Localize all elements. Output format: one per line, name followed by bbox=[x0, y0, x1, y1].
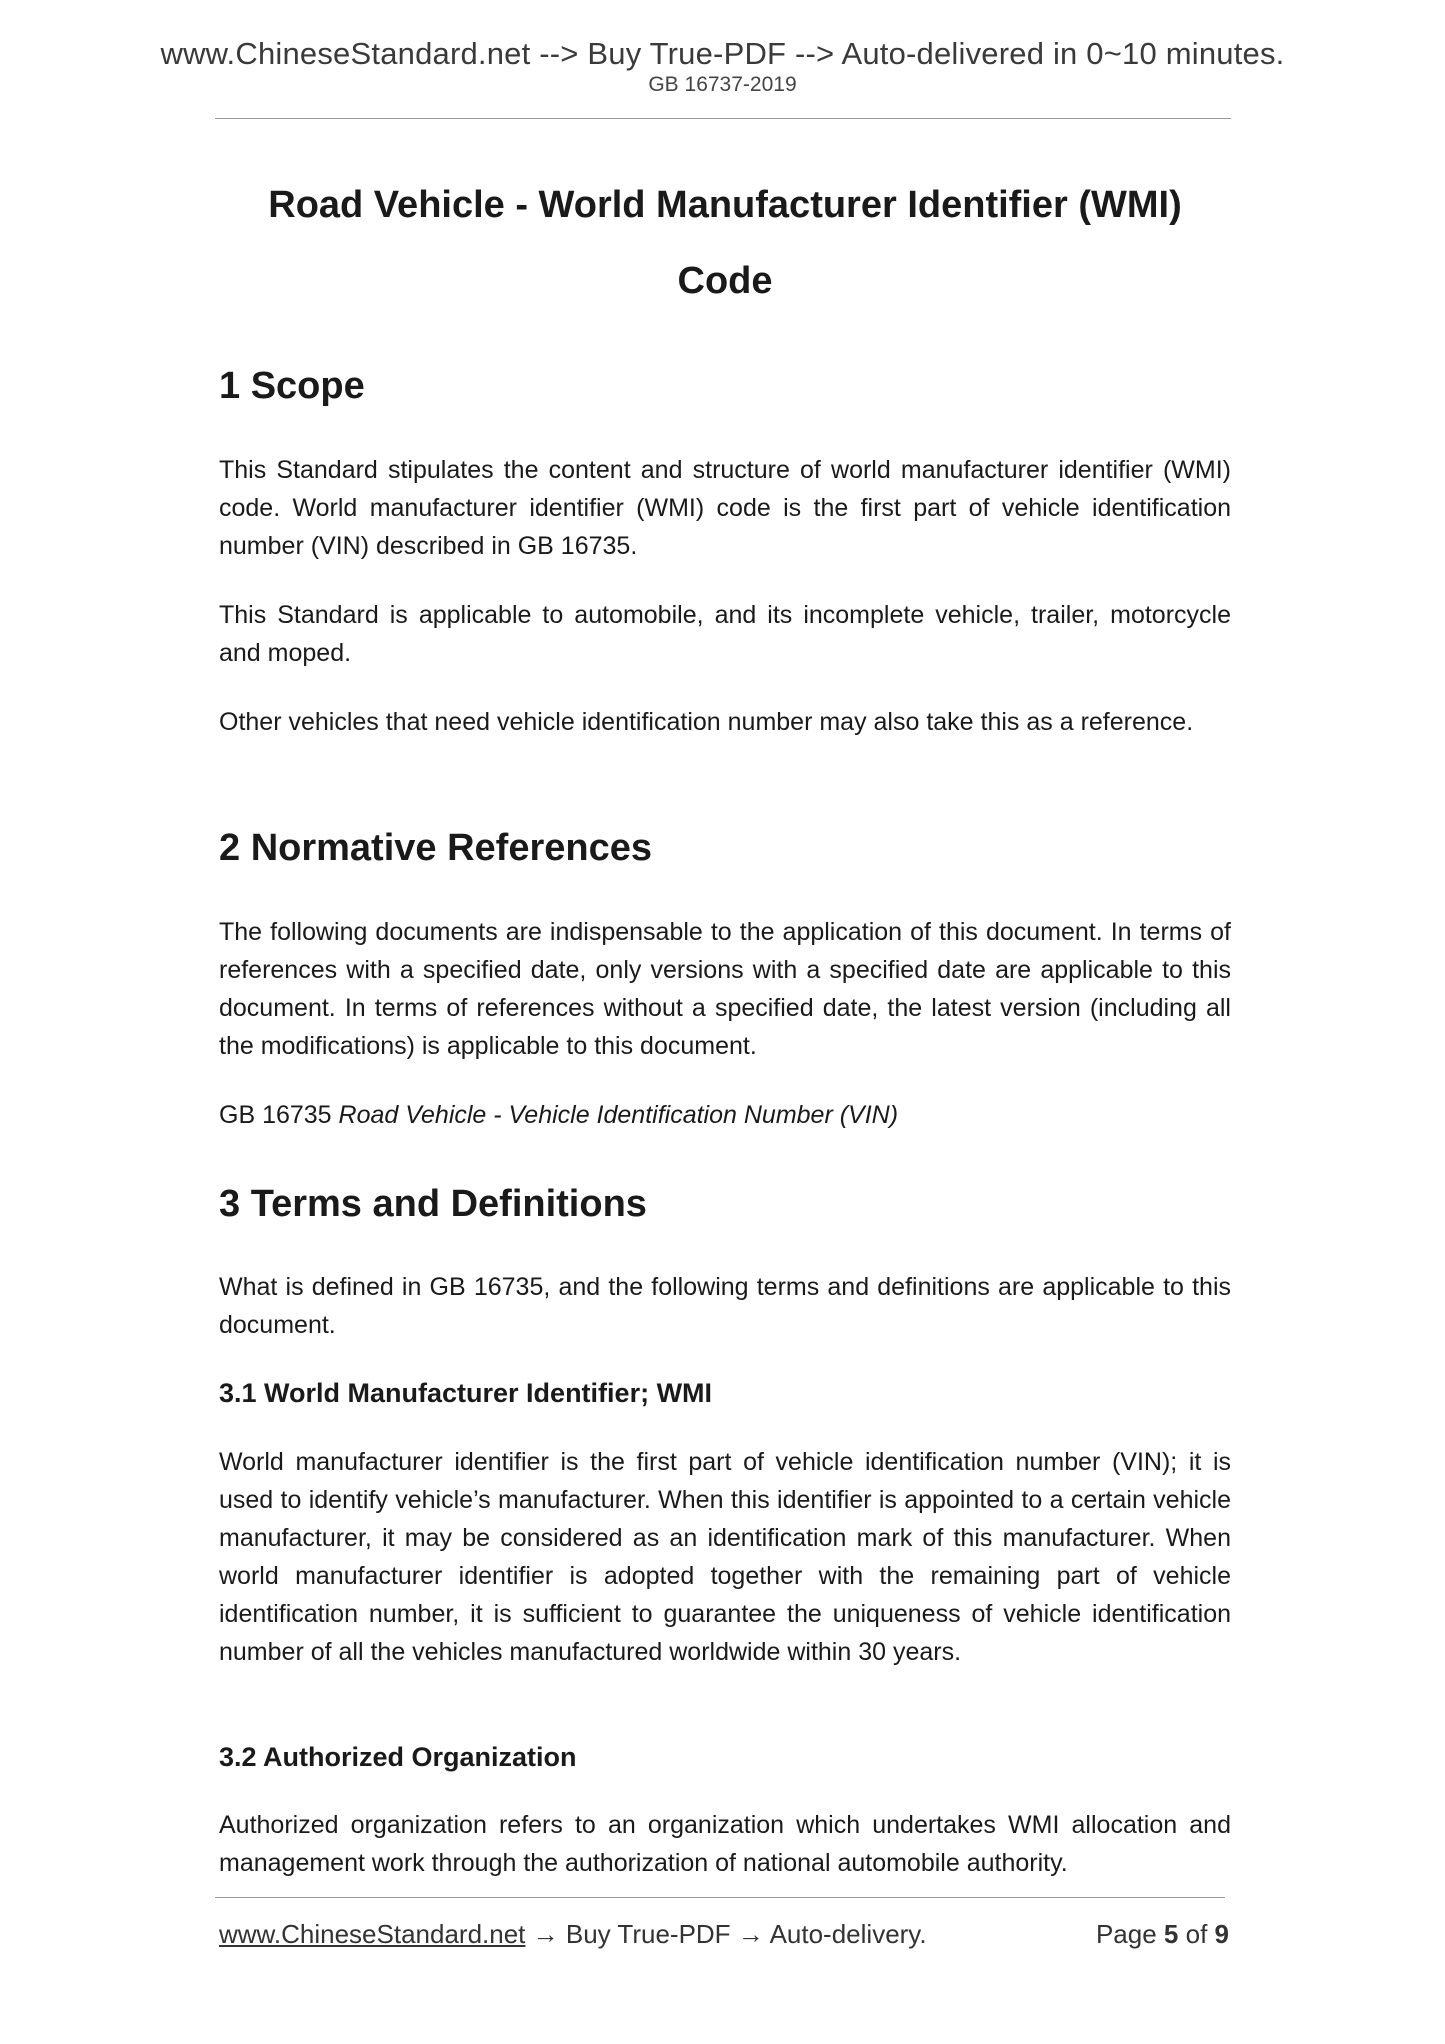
document-title-line1: Road Vehicle - World Manufacturer Identifier (WMI) bbox=[268, 184, 1182, 226]
page-current: 5 bbox=[1163, 1919, 1179, 1949]
standard-id: GB 16737-2019 bbox=[648, 73, 797, 96]
header-divider bbox=[215, 118, 1231, 119]
page-indicator bbox=[1096, 1917, 1229, 1951]
of-label: of bbox=[1185, 1919, 1208, 1949]
section-heading-terms: 3 Terms and Definitions bbox=[219, 1183, 647, 1225]
page-footer bbox=[219, 1917, 1229, 1951]
footer-divider bbox=[215, 1897, 1225, 1898]
scope-paragraph-2: This Standard is applicable to automobile, and its incomplete vehicle, trailer, motorcycle and moped. bbox=[219, 601, 1231, 667]
subsection-3-1-text: World manufacturer identifier is the first part of vehicle identification number (VIN); it is used to identify vehicle’s manufacturer. When this identifier is appointed to a certain vehicle manufacturer, it may be considered as an identification mark of this manufacturer. When world manufacturer identifier is adopted together with the remaining part of vehicle identification number, it is sufficient to guarantee the uniqueness of vehicle identification number of all the vehicles manufactured worldwide within 30 years. bbox=[219, 1448, 1231, 1666]
reference-code: GB 16735 bbox=[219, 1101, 332, 1129]
header-banner: www.ChineseStandard.net --> Buy True-PDF --> Auto-delivered in 0~10 minutes. bbox=[160, 36, 1285, 71]
normative-paragraph: The following documents are indispensable to the application of this document. In terms of references with a specified date, only versions with a specified date are applicable to this document. In terms of references without a specified date, the latest version (including all the modifications) is applicable to this document. bbox=[219, 918, 1231, 1060]
scope-paragraph-1: This Standard stipulates the content and structure of world manufacturer identifier (WMI) code. World manufacturer identifier (WMI) code is the first part of vehicle identification number (VIN) described in GB 16735. bbox=[219, 456, 1231, 560]
footer-site-link[interactable]: www.ChineseStandard.net bbox=[219, 1919, 526, 1949]
section-heading-scope: 1 Scope bbox=[219, 365, 365, 407]
section-heading-normative-references: 2 Normative References bbox=[219, 827, 652, 869]
terms-intro-paragraph: What is defined in GB 16735, and the following terms and definitions are applicable to this document. bbox=[219, 1273, 1231, 1339]
subsection-3-2-text: Authorized organization refers to an organization which undertakes WMI allocation and management work through the authorization of national automobile authority. bbox=[219, 1811, 1231, 1877]
normative-reference-item bbox=[219, 1096, 898, 1134]
document-title-line2: Code bbox=[677, 260, 773, 302]
reference-title: Road Vehicle - Vehicle Identification Number (VIN) bbox=[338, 1101, 899, 1129]
subsection-heading-3-1: 3.1 World Manufacturer Identifier; WMI bbox=[219, 1378, 713, 1408]
page-total: 9 bbox=[1214, 1919, 1229, 1949]
subsection-heading-3-2: 3.2 Authorized Organization bbox=[219, 1742, 577, 1772]
scope-paragraph-3: Other vehicles that need vehicle identification number may also take this as a reference. bbox=[219, 708, 1194, 736]
footer-tagline: → Buy True-PDF → Auto-delivery. bbox=[525, 1919, 927, 1949]
page-label: Page bbox=[1095, 1919, 1157, 1949]
